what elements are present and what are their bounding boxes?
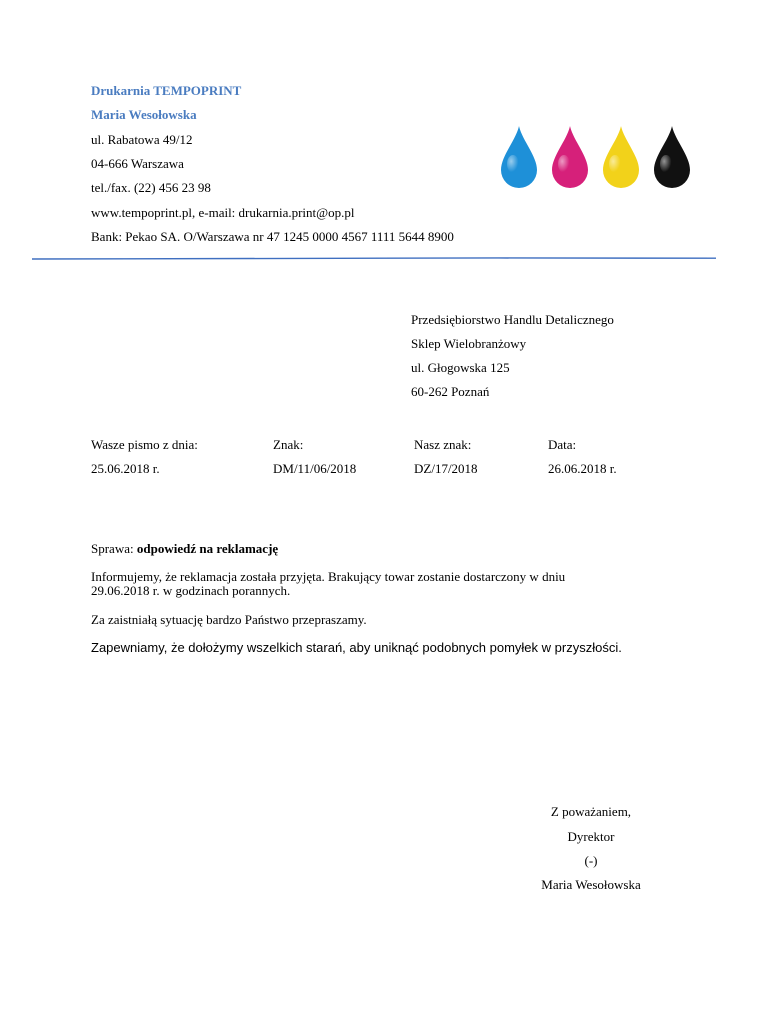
recipient-line-2: Sklep Wielobranżowy	[411, 336, 527, 351]
subject-text: odpowiedź na reklamację	[136, 541, 279, 556]
sender-person: Maria Wesołowska	[91, 107, 197, 122]
our-sign-value: DZ/17/2018	[414, 461, 478, 476]
signature-sign: (-)	[584, 853, 598, 868]
your-letter-label: Wasze pismo z dnia:	[91, 437, 198, 452]
recipient-line-1: Przedsiębiorstwo Handlu Detalicznego	[411, 312, 614, 327]
sender-company: Drukarnia TEMPOPRINT	[91, 83, 242, 98]
sign-value: DM/11/06/2018	[273, 461, 357, 476]
black-drop-icon	[654, 126, 690, 188]
sender-phone: tel./fax. (22) 456 23 98	[91, 180, 211, 195]
recipient-line-3: ul. Głogowska 125	[411, 360, 510, 375]
cyan-drop-icon	[501, 126, 537, 188]
sender-street: ul. Rabatowa 49/12	[91, 132, 193, 147]
subject-label: Sprawa:	[91, 541, 134, 556]
header-divider	[32, 257, 716, 261]
yellow-drop-icon	[603, 126, 639, 188]
our-sign-label: Nasz znak:	[414, 437, 472, 452]
signature-name: Maria Wesołowska	[541, 877, 641, 892]
date-value: 26.06.2018 r.	[548, 461, 617, 476]
recipient-line-4: 60-262 Poznań	[411, 384, 490, 399]
signature-title: Dyrektor	[567, 829, 615, 844]
sign-label: Znak:	[273, 437, 304, 452]
sender-web-email: www.tempoprint.pl, e-mail: drukarnia.print@op.pl	[91, 205, 355, 220]
sender-bank: Bank: Pekao SA. O/Warszawa nr 47 1245 0000 4567 1111 5644 8900	[91, 229, 454, 244]
your-letter-value: 25.06.2018 r.	[91, 461, 160, 476]
magenta-drop-icon	[552, 126, 588, 188]
ink-drop-highlight	[660, 155, 672, 173]
subject	[91, 541, 278, 557]
body-paragraph-1-line-2: 29.06.2018 r. w godzinach porannych.	[91, 583, 291, 598]
body-paragraph-1-line-1: Informujemy, że reklamacja została przyjęta. Brakujący towar zostanie dostarczony w dniu	[91, 569, 566, 584]
ink-drop-highlight	[609, 155, 621, 173]
ink-drop-highlight	[507, 155, 519, 173]
body-paragraph-3: Zapewniamy, że dołożymy wszelkich starań, aby uniknąć podobnych pomyłek w przyszłości.	[91, 640, 622, 655]
date-label: Data:	[548, 437, 577, 452]
sender-city: 04-666 Warszawa	[91, 156, 184, 171]
signature-closing: Z poważaniem,	[550, 804, 632, 819]
ink-drops-logo	[492, 108, 704, 208]
body-paragraph-2: Za zaistniałą sytuację bardzo Państwo przepraszamy.	[91, 612, 367, 627]
ink-drop-highlight	[558, 155, 570, 173]
